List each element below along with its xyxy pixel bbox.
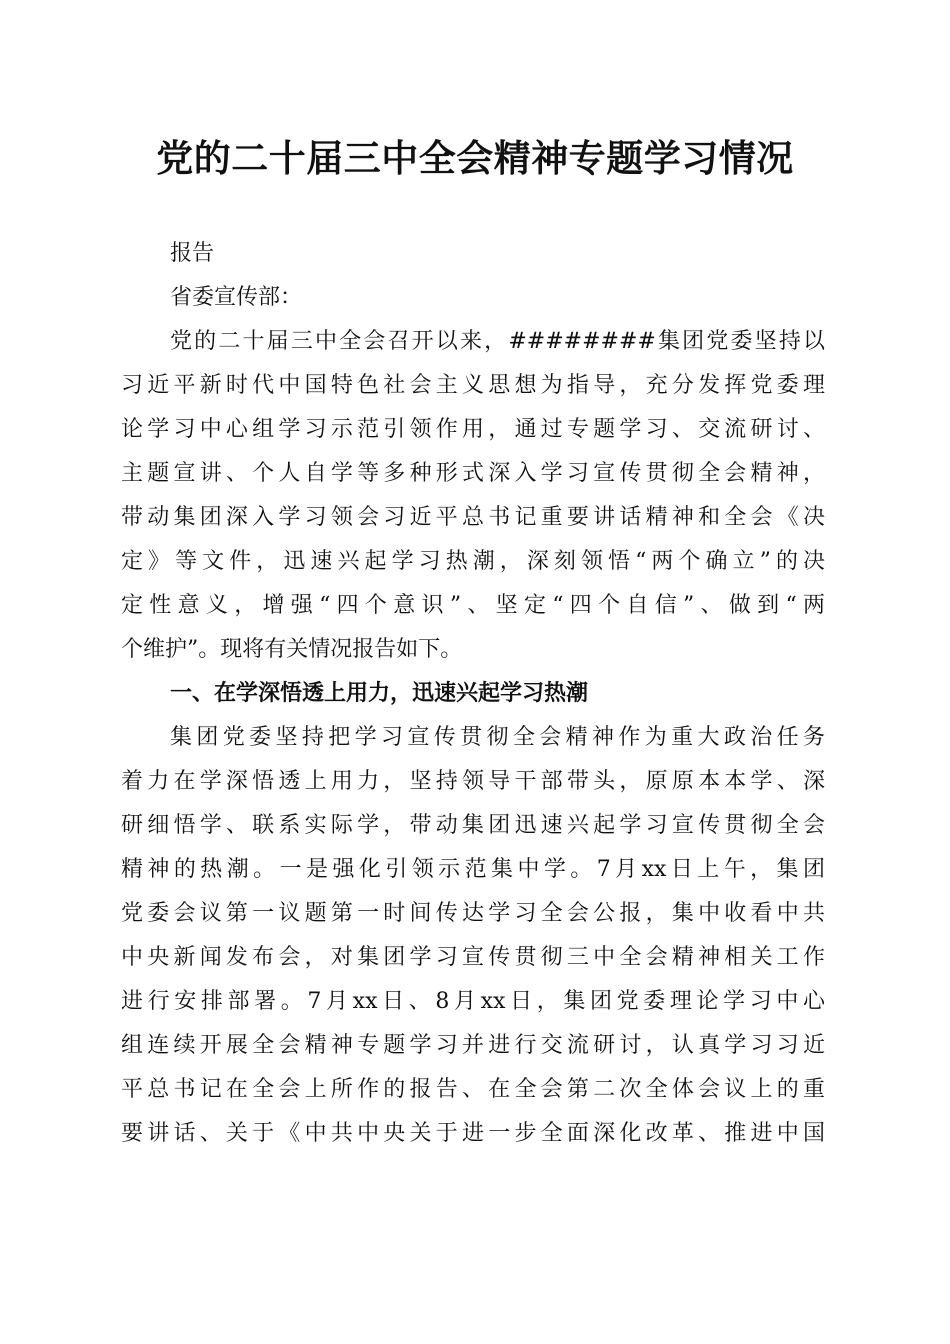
recipient: 省委宣传部： bbox=[170, 285, 303, 310]
section-paragraph-line: 进行安排部署。7月xx日、8月xx日，集团党委理论学习中心 bbox=[121, 989, 825, 1014]
document-title: 党的二十届三中全会精神专题学习情况 bbox=[156, 136, 794, 180]
section-paragraph-line: 中央新闻发布会，对集团学习宣传贯彻三中全会精神相关工作 bbox=[121, 945, 825, 970]
intro-paragraph-line: 定性意义，增强“四个意识”、坚定“四个自信”、做到“两 bbox=[121, 593, 825, 618]
section-paragraph-line: 精神的热潮。一是强化引领示范集中学。7月xx日上午，集团 bbox=[121, 857, 825, 882]
intro-paragraph-line: 党的二十届三中全会召开以来，########集团党委坚持以 bbox=[170, 329, 825, 354]
section-paragraph-line: 党委会议第一议题第一时间传达学习全会公报，集中收看中共 bbox=[121, 901, 825, 926]
intro-paragraph-line: 论学习中心组学习示范引领作用，通过专题学习、交流研讨、 bbox=[121, 417, 825, 442]
section-paragraph-line: 研细悟学、联系实际学，带动集团迅速兴起学习宣传贯彻全会 bbox=[121, 813, 825, 838]
intro-paragraph-line: 个维护”。现将有关情况报告如下。 bbox=[121, 637, 463, 662]
section-paragraph-line: 组连续开展全会精神专题学习并进行交流研讨，认真学习习近 bbox=[121, 1033, 825, 1058]
intro-paragraph-line: 习近平新时代中国特色社会主义思想为指导，充分发挥党委理 bbox=[121, 373, 825, 398]
section-heading: 一、在学深悟透上用力，迅速兴起学习热潮 bbox=[170, 681, 589, 706]
section-paragraph-line: 集团党委坚持把学习宣传贯彻全会精神作为重大政治任务 bbox=[170, 725, 825, 750]
intro-paragraph-line: 定》等文件，迅速兴起学习热潮，深刻领悟“两个确立”的决 bbox=[121, 549, 825, 574]
intro-paragraph-line: 主题宣讲、个人自学等多种形式深入学习宣传贯彻全会精神， bbox=[121, 461, 825, 486]
intro-paragraph-line: 带动集团深入学习领会习近平总书记重要讲话精神和全会《决 bbox=[121, 505, 825, 530]
section-paragraph-line: 要讲话、关于《中共中央关于进一步全面深化改革、推进中国 bbox=[121, 1121, 825, 1146]
document-body bbox=[121, 232, 825, 1156]
section-paragraph-line: 平总书记在全会上所作的报告、在全会第二次全体会议上的重 bbox=[121, 1077, 825, 1102]
section-paragraph-line: 着力在学深悟透上用力，坚持领导干部带头，原原本本学、深 bbox=[121, 769, 825, 794]
subtitle-report: 报告 bbox=[170, 241, 215, 266]
